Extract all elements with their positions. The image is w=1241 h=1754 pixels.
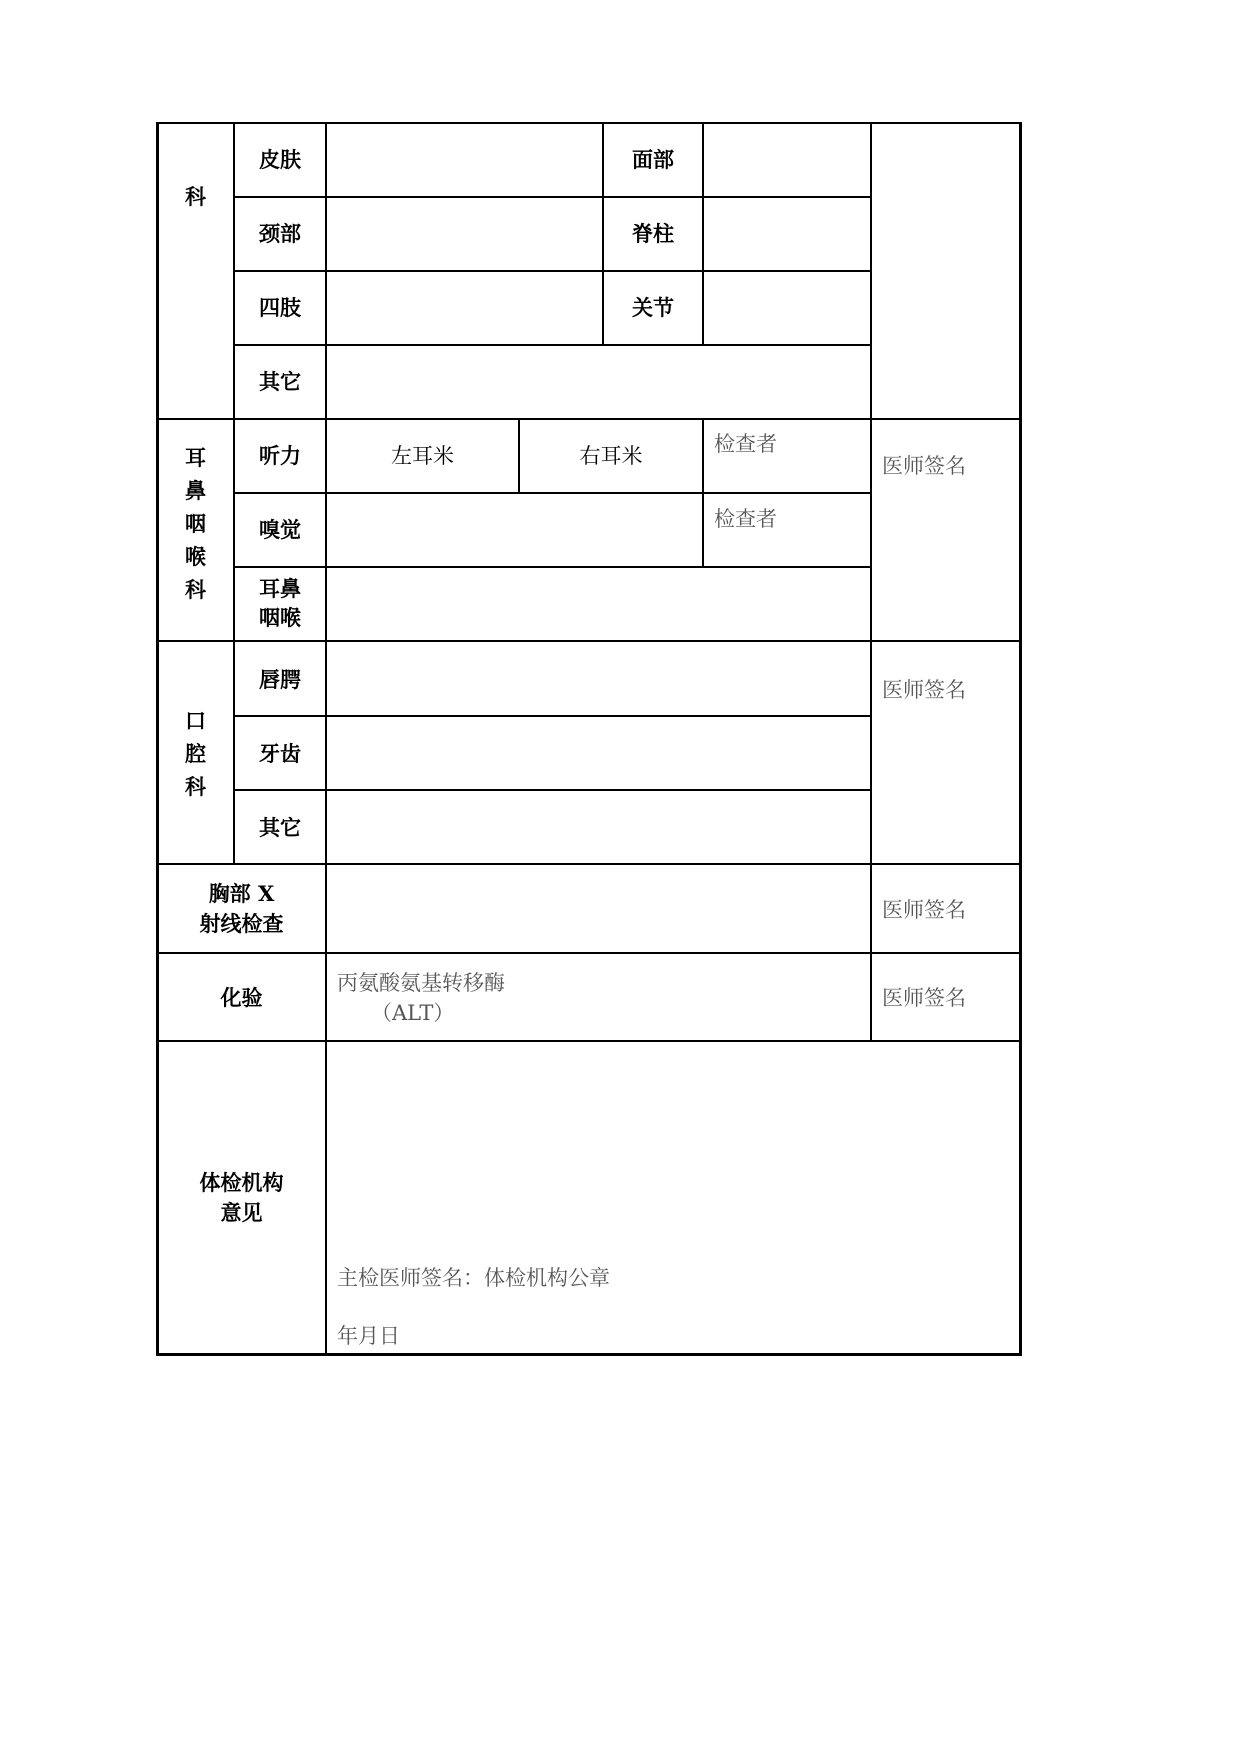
row-label-lips: 唇腭: [259, 666, 301, 692]
spine-field[interactable]: [704, 198, 870, 270]
opinion-field[interactable]: [327, 1042, 1019, 1353]
section-label-general: [158, 122, 233, 270]
hearing-examiner-field[interactable]: [704, 418, 870, 492]
hearing-examiner-label: 检查者: [714, 432, 777, 456]
left-ear-label: 左耳米: [391, 444, 454, 468]
row-label-xray: 胸部 X 射线检查: [199, 880, 284, 936]
other-oral-field[interactable]: [327, 791, 870, 863]
general-signature-field[interactable]: [872, 124, 1019, 418]
other-general-field[interactable]: [327, 346, 870, 418]
lips-field[interactable]: [327, 642, 870, 715]
row-label-skin: 皮肤: [259, 147, 301, 172]
section-label-ent: 耳 鼻 咽 喉 科: [185, 444, 206, 602]
chief-doctor-signature-line: 主检医师签名：体检机构公章: [337, 1266, 610, 1290]
teeth-field[interactable]: [327, 717, 870, 789]
row-label-other-general: 其它: [259, 369, 301, 394]
smell-examiner-label: 检查者: [714, 507, 777, 531]
xray-field[interactable]: [327, 865, 870, 952]
oral-signature-field[interactable]: [872, 642, 1019, 863]
row-label-other-oral: 其它: [259, 815, 301, 840]
neck-field[interactable]: [327, 198, 602, 270]
alt-test-abbr: （ALT）: [371, 1001, 455, 1025]
row-label-ent: 耳鼻 咽喉: [259, 576, 301, 630]
row-label-lab: 化验: [220, 985, 263, 1010]
smell-examiner-field[interactable]: [704, 492, 870, 566]
date-line: 年月日: [337, 1324, 400, 1348]
xray-doctor-signature: 医师签名: [882, 897, 966, 922]
row-label-teeth: 牙齿: [259, 741, 301, 766]
section-label-oral: 口 腔 科: [185, 707, 206, 799]
lab-doctor-signature: 医师签名: [882, 986, 966, 1010]
row-label-joints: 关节: [632, 295, 674, 320]
ent-signature-field[interactable]: [872, 418, 1019, 640]
row-label-opinion: 体检机构 意见: [199, 1169, 284, 1225]
row-label-face: 面部: [632, 147, 674, 172]
oral-doctor-signature: 医师签名: [882, 678, 966, 702]
lab-field[interactable]: [327, 954, 870, 1040]
left-ear-field[interactable]: [327, 418, 518, 492]
ent-doctor-signature: 医师签名: [882, 454, 966, 478]
right-ear-field[interactable]: [520, 418, 702, 492]
row-label-limbs: 四肢: [259, 295, 301, 320]
ent-field[interactable]: [327, 568, 870, 640]
row-label-smell: 嗅觉: [259, 517, 301, 542]
xray-signature-field[interactable]: [872, 865, 1019, 952]
limbs-field[interactable]: [327, 272, 602, 344]
skin-field[interactable]: [327, 124, 602, 196]
right-ear-label: 右耳米: [579, 444, 643, 468]
smell-field[interactable]: [327, 494, 702, 566]
row-label-spine: 脊柱: [632, 221, 674, 246]
row-label-neck: 颈部: [259, 221, 301, 246]
lab-signature-field[interactable]: [872, 954, 1019, 1040]
face-field[interactable]: [704, 124, 870, 196]
row-label-hearing: 听力: [259, 443, 301, 468]
alt-test-name: 丙氨酸氨基转移酶: [337, 971, 505, 995]
joints-field[interactable]: [704, 272, 870, 344]
general-side-label: 科: [185, 184, 206, 209]
